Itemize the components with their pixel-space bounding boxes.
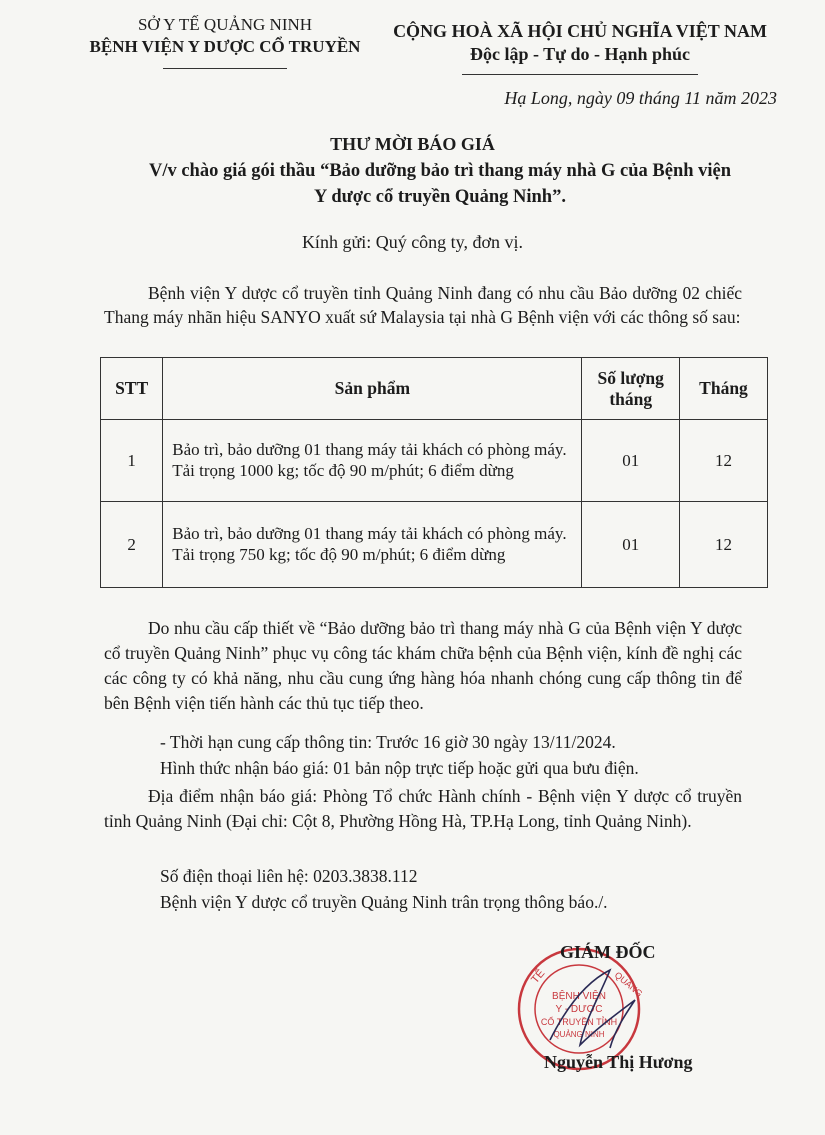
header-quantity-line2: tháng	[609, 388, 653, 409]
header-product: Sản phẩm	[163, 358, 582, 420]
subject-line-2: Y dược cổ truyền Quảng Ninh”.	[314, 187, 566, 207]
document-subject	[100, 158, 780, 210]
motto: Độc lập - Tự do - Hạnh phúc	[469, 44, 691, 64]
svg-text:QUẢNG: QUẢNG	[612, 969, 644, 999]
subject-line-1: V/v chào giá gói thầu “Bảo dưỡng bảo trì thang máy nhà G của Bệnh viện	[148, 161, 732, 181]
stamp-line-3: CỔ TRUYỀN TỈNH	[540, 1017, 618, 1027]
receive-place-paragraph: Địa điểm nhận báo giá: Phòng Tổ chức Hành chính - Bệnh viện Y dược cổ truyền tỉnh Quảng Ninh (Đại chỉ: Cột 8, Phường Hồng Hà, TP.Hạ Long, tỉnh Quảng Ninh).	[104, 786, 742, 831]
closing-line: Bệnh viện Y dược cổ truyền Quảng Ninh trân trọng thông báo./.	[160, 892, 608, 912]
stamp-line-2: Y - DƯỢC	[555, 1004, 603, 1015]
issuer-hospital: BỆNH VIỆN Y DƯỢC CỔ TRUYỀN	[89, 37, 361, 56]
issuer-department: SỞ Y TẾ QUẢNG NINH	[137, 15, 313, 34]
row-product	[163, 420, 582, 502]
issuer-underline	[163, 68, 287, 69]
row-stt: 1	[101, 420, 163, 502]
header-quantity-line1: Số lượng	[597, 367, 664, 388]
svg-text:TẾ: TẾ	[529, 967, 548, 986]
intro-paragraph: Bệnh viện Y dược cổ truyền tỉnh Quảng Ninh đang có nhu cầu Bảo dưỡng 02 chiếc Thang máy nhãn hiệu SANYO xuất sứ Malaysia tại nhà G Bệnh viện với các thông số sau:	[104, 283, 742, 327]
table-row	[101, 502, 768, 588]
signer-name: Nguyễn Thị Hương	[544, 1052, 693, 1072]
greeting: Kính gửi: Quý công ty, đơn vị.	[301, 232, 524, 252]
row-quantity: 01	[582, 502, 680, 588]
row-month: 12	[679, 502, 767, 588]
issuer-block	[70, 14, 380, 69]
row-stt: 2	[101, 502, 163, 588]
stamp-line-4: QUẢNG NINH	[553, 1030, 605, 1039]
body-paragraph: Do nhu cầu cấp thiết về “Bảo dưỡng bảo trì thang máy nhà G của Bệnh viện Y dược cổ truyền Quảng Ninh” phục vụ công tác khám chữa bệnh của Bệnh viện, kính đề nghị các các công ty có khả năng, nhu cầu cung ứng hàng hóa nhanh chóng cung cấp thông tin để bên Bệnh viện tiến hành các thủ tục tiếp theo.	[104, 618, 742, 713]
header-stt: STT	[101, 358, 163, 420]
table-row	[101, 420, 768, 502]
document-title: THƯ MỜI BÁO GIÁ	[330, 134, 495, 154]
receive-method-line: Hình thức nhận báo giá: 01 bản nộp trực tiếp hoặc gửi qua bưu điện.	[160, 758, 639, 778]
stamp-line-1: BỆNH VIỆN	[552, 991, 606, 1002]
signer-title: GIÁM ĐỐC	[560, 942, 656, 962]
header-quantity	[582, 358, 680, 420]
row-quantity: 01	[582, 420, 680, 502]
header-month: Tháng	[679, 358, 767, 420]
national-motto-block	[388, 20, 772, 75]
deadline-line: - Thời hạn cung cấp thông tin: Trước 16 giờ 30 ngày 13/11/2024.	[160, 732, 616, 752]
signature-icon	[540, 960, 660, 1060]
service-table	[100, 357, 768, 588]
table-header-row	[101, 358, 768, 420]
row-product-text: Bảo trì, bảo dưỡng 01 thang máy tải khách có phòng máy. Tải trọng 750 kg; tốc độ 90 m/phút; 6 điểm dừng	[172, 523, 567, 564]
row-month: 12	[679, 420, 767, 502]
phone-line: Số điện thoại liên hệ: 0203.3838.112	[160, 866, 418, 886]
country-name: CỘNG HOÀ XÃ HỘI CHỦ NGHĨA VIỆT NAM	[393, 21, 767, 41]
row-product	[163, 502, 582, 588]
motto-underline	[462, 74, 698, 75]
document-date: Hạ Long, ngày 09 tháng 11 năm 2023	[504, 88, 777, 108]
row-product-text: Bảo trì, bảo dưỡng 01 thang máy tải khách có phòng máy. Tải trọng 1000 kg; tốc độ 90 m/phút; 6 điểm dừng	[172, 439, 567, 480]
